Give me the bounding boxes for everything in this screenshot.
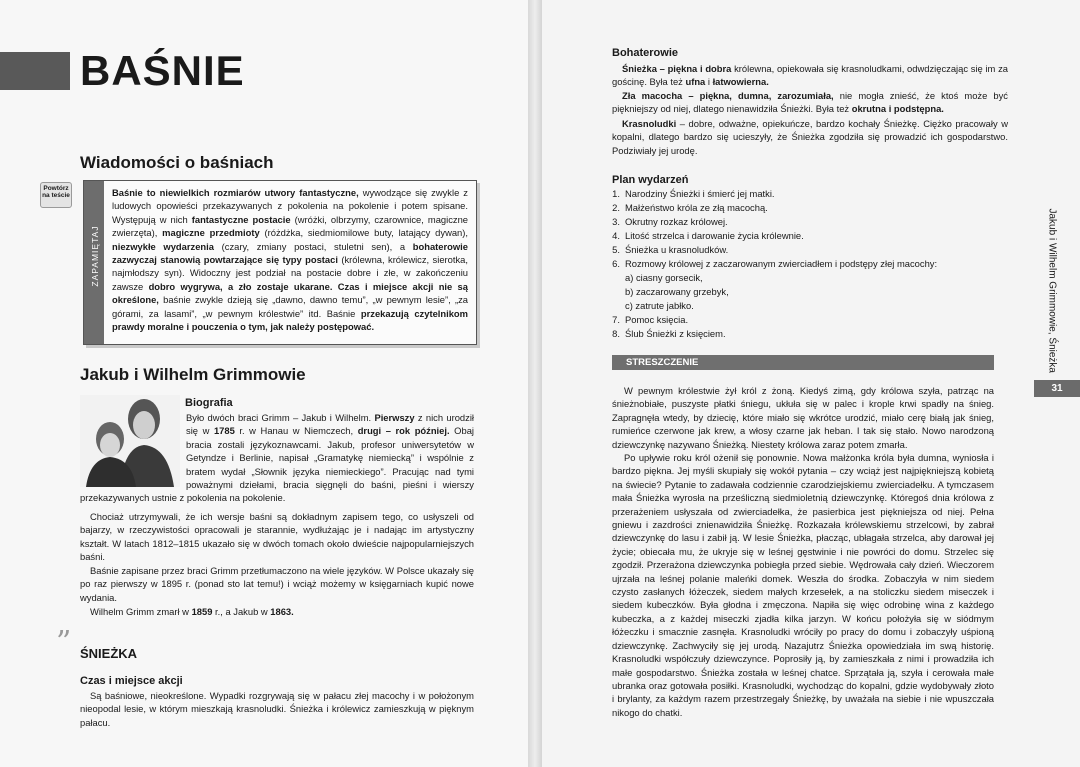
- biography-heading: Biografia: [185, 397, 233, 409]
- side-running-title: Jakub i Wilhelm Grimmowie, Śnieżka: [1046, 208, 1058, 373]
- remember-box-sidebar: [84, 181, 104, 344]
- setting-text: Są baśniowe, nieokreślone. Wypadki rozgrywają się w pałacu złej macochy i w położonym nieopodal lesie, w którym mieszkają krasnoludki. Śnieżka i królewicz zamieszkują w pięknym pałacu.: [80, 690, 474, 728]
- setting-heading: Czas i miejsce akcji: [80, 675, 183, 687]
- plan-subitem: a) ciasny gorsecik,: [625, 272, 703, 283]
- summary-paragraph-1: W pewnym królestwie żył król z żoną. Kiedyś zimą, gdy królowa szyła, patrząc na śnieżnobiałe, puszyste płatki śniegu, ukłuła się w palec i krople krwi spadły na śnieg. Zapragnęła wtedy, by dziecię, które miało się wkrótce urodzić, miało cerę białą jak śnieg, rumieńce czerwone jak krew, a włosy czarne jak heban. I tak się stało. Nowo narodzoną dziewczynkę nazywano Śnieżką. Niestety królowa zaraz potem zmarła.: [612, 385, 994, 450]
- plan-item: 7. Pomoc księcia.: [612, 314, 689, 325]
- heroes-stepmother: Zła macocha – piękna, dumna, zarozumiała, nie mogła znieść, że ktoś może być piękniejszy od niej, dlatego nienawidziła Śnieżki. Była też okrutna i podstępna.: [612, 90, 1008, 115]
- title-bar: [0, 52, 70, 90]
- plan-list: [604, 187, 1004, 341]
- remember-box: [83, 180, 477, 345]
- plan-item: 1. Narodziny Śnieżki i śmierć jej matki.: [612, 188, 775, 199]
- remember-label: ZAPAMIĘTAJ: [90, 225, 100, 287]
- plan-subitem: c) zatrute jabłko.: [625, 300, 694, 311]
- page-title: BAŚNIE: [80, 47, 245, 94]
- plan-item: 2. Małżeństwo króla ze złą macochą.: [612, 202, 768, 213]
- quote-icon: ”: [56, 625, 72, 660]
- left-page: [0, 0, 528, 767]
- heroes-dwarfs: Krasnoludki – dobre, odważne, opiekuńcze, bardzo kochały Śnieżkę. Ciężko pracowały w kopalni, dlatego bardzo się ucieszyły, że Śnieżka zgodziła się prowadzić ich gospodarstwo. Podziwiały jej urodę.: [612, 118, 1008, 156]
- paragraph-death-dates: Wilhelm Grimm zmarł w 1859 r., a Jakub w 1863.: [90, 606, 294, 617]
- page-number: 31: [1034, 380, 1080, 397]
- story-title: ŚNIEŻKA: [80, 646, 138, 661]
- heroes-snow-white: Śnieżka – piękna i dobra królewna, opiekowała się krasnoludkami, odwdzięczając się im za gościnę. Była też ufna i łatwowierna.: [612, 63, 1008, 88]
- plan-item: 3. Okrutny rozkaz królowej.: [612, 216, 728, 227]
- biography-text: [80, 411, 474, 505]
- plan-item: 5. Śnieżka u krasnoludków.: [612, 244, 729, 255]
- biography-paragraph: Było dwóch braci Grimm – Jakub i Wilhelm. Pierwszy z nich urodził się w 1785 r. w Hanau w Niemczech, drugi – rok później. Obaj bracia zostali językoznawcami. Jakub, profesor uniwersytetów w Getyndze i Berlinie, napisał „Gramatykę niemiecką” i wspólnie z bratem wydał „Słownik języka niemieckiego”. Pracując nad tymi poważnymi dziełami, bracia sięgnęli do baśni, pieśni i wierszy przekazywanych ustnie z pokolenia na pokolenie.: [80, 412, 474, 504]
- plan-item: 8. Ślub Śnieżki z księciem.: [612, 328, 726, 339]
- plan-heading: Plan wydarzeń: [612, 174, 689, 186]
- plan-subitem: b) zaczarowany grzebyk,: [625, 286, 729, 297]
- paragraph-translations: Baśnie zapisane przez braci Grimm przetłumaczono na wiele języków. W Polsce ukazały się po raz pierwszy w 1895 r. (ponad sto lat temu!) i wciąż możemy w księgarniach kupić nowe wydania.: [80, 565, 474, 603]
- section-heading-grimm: Jakub i Wilhelm Grimmowie: [80, 365, 306, 384]
- review-note-icon: Powtórz na teście: [40, 182, 72, 208]
- section-heading-fairy-tales: Wiadomości o baśniach: [80, 153, 274, 172]
- plan-item: 4. Litość strzelca i darowanie życia królewnie.: [612, 230, 804, 241]
- plan-item: 6. Rozmowy królowej z zaczarowanym zwierciadłem i podstępy złej macochy:: [612, 258, 938, 269]
- heroes-heading: Bohaterowie: [612, 47, 679, 59]
- right-page: [542, 0, 1080, 767]
- book-gutter: [528, 0, 542, 767]
- paragraph-versions: Chociaż utrzymywali, że ich wersje baśni są dokładnym zapisem tego, co usłyszeli od bajarzy, w rzeczywistości opracowali je starannie, wydłużając je i nadając im artystyczny kształt. W latach 1812–1815 ukazało się w dwóch tomach około dwieście najpopularniejszych baśni.: [80, 511, 474, 563]
- summary-section-bar: STRESZCZENIE: [612, 355, 994, 370]
- remember-text: Baśnie to niewielkich rozmiarów utwory fantastyczne, wywodzące się zwykle z ludowych opowieści przekazywanych z pokolenia na pokolenie i potem spisane. Występują w nich fantastyczne postacie (wróżki, olbrzymy, czarownice, magiczne zwierzęta), magiczne przedmioty (różdżka, siedmiomilowe buty, latający dywan), niezwykłe wydarzenia (czary, zmiany postaci, stuletni sen), a bohaterowie zazwyczaj stanowią powtarzające się typy postaci (królewna, królewicz, sierotka, najmłodszy syn). Widoczny jest podział na postacie dobre i złe, w zakończeniu zawsze dobro wygrywa, a zło zostaje ukarane. Czas i miejsce akcji nie są określone, baśnie zwykle dzieją się „dawno, dawno temu”, „w pewnym lesie”, „za górami, za lasami”, „w pewnym królestwie” itd. Baśnie przekazują czytelnikom prawdy moralne i pouczenia o tym, jak należy postępować.: [112, 187, 469, 333]
- summary-paragraph-2: Po upływie roku król ożenił się ponownie. Nowa małżonka króla była dumna, wyniosła i bardzo piękna. Jej myśli skupiały się wokół pytania – czy wciąż jest najpiękniejszą kobietą na świecie? Pytanie to zadawała codziennie czarodziejskiemu zwierciadełku. A tymczasem mała Śnieżka wyrosła na prześliczną siedmioletnią dziewczynkę. Któregoś dnia królowa z przerażeniem usłyszała od zwierciadełka, że pasierbica jest piękniejsza od niej. Pełna gniewu i zazdrości znienawidziła Śnieżkę. Rozkazała królewskiemu strzelcowi, by zabrał dziewczynkę do lasu i zabił ją. W lesie Śnieżka, płacząc, ubłagała strzelca, aby darował jej życie; obiecała mu, że ukryje się w leśnej gęstwinie i nie powróci do domu. Strzelec się zgodził. Przerażona dziewczynka pobiegła przed siebie. Wędrowała cały dzień. Wieczorem ujrzała na leśnej polanie maleńki domek. Weszła do środka. Zobaczyła w nim siedem czysto zasłanych łóżeczek, siedem małych krzesełek, a na stoliczku siedem miseczek i siedem kubeczków. Była głodna i zmęczona. Napiła się więc odrobinę wina z każdego kubeczka, a z każdej miseczki zjadła kilka jarzyn. W końcu położyła się w siódmym łóżeczku i smacznie zasnęła. Krasnoludki wróciły po pracy do domu i zobaczyły uśpioną dziewczynkę. Zachwyciły się jej urodą. Nazajutrz Śnieżka opowiedziała im swą historię. Krasnoludki współczuły dziewczynce. Poprosiły ją, by zamieszkała z nimi i prowadziła ich małe gospodarstwo. Śnieżka została w leśnej chatce. Sprzątała ją, szyła i cerowała małe ubranka oraz gotowała posiłki. Krasnoludki, wychodząc do kopalni, gdzie wydobywały złoto i brylanty, za każdym razem przestrzegały Śnieżkę, by uważała na siebie i nie wpuszczała nikogo do chatki.: [612, 452, 994, 718]
